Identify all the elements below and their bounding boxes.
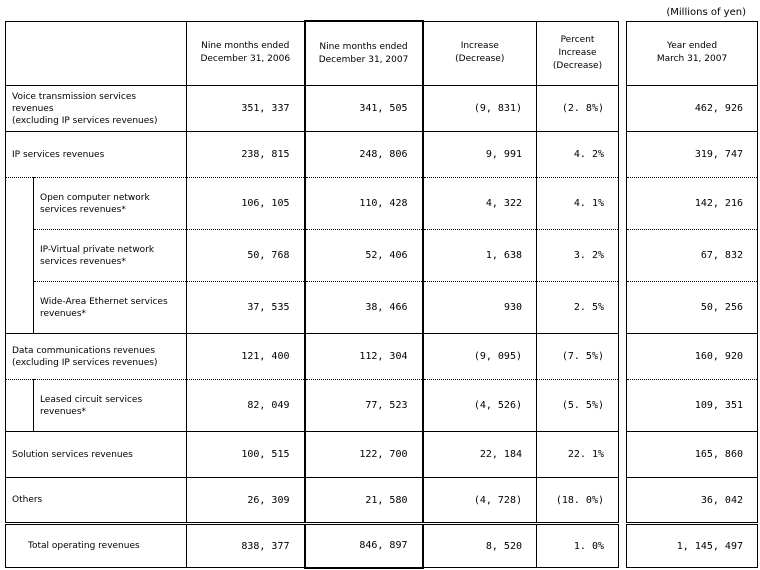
column-gap: [619, 230, 627, 282]
column-gap: [619, 334, 627, 380]
column-gap: [619, 282, 627, 334]
value-cell: 38, 466: [305, 282, 423, 334]
indent-cell: [6, 230, 34, 282]
value-cell: 1, 638: [423, 230, 537, 282]
value-cell: 37, 535: [187, 282, 305, 334]
column-gap: [619, 432, 627, 478]
table-row: [6, 178, 758, 230]
table-row: [6, 282, 758, 334]
header-col-5: Year ended March 31, 2007: [627, 21, 758, 86]
table-row: [6, 432, 758, 478]
value-cell: (4, 728): [423, 478, 537, 524]
value-cell: 77, 523: [305, 380, 423, 432]
table-row: [6, 334, 758, 380]
header-col-1: Nine months ended December 31, 2006: [187, 21, 305, 86]
row-label: IP services revenues: [6, 132, 187, 178]
row-label: Wide-Area Ethernet services revenues*: [34, 282, 187, 334]
table-row: [6, 380, 758, 432]
value-cell: 341, 505: [305, 86, 423, 132]
value-cell: 121, 400: [187, 334, 305, 380]
value-cell: 319, 747: [627, 132, 758, 178]
total-value: 838, 377: [187, 524, 305, 568]
value-cell: 50, 256: [627, 282, 758, 334]
value-cell: 9, 991: [423, 132, 537, 178]
value-cell: (18. 0%): [537, 478, 619, 524]
value-cell: 21, 580: [305, 478, 423, 524]
table-row: [6, 132, 758, 178]
value-cell: 4, 322: [423, 178, 537, 230]
value-cell: (9, 831): [423, 86, 537, 132]
value-cell: 3. 2%: [537, 230, 619, 282]
row-label: Others: [6, 478, 187, 524]
total-row: [6, 524, 758, 568]
table-row: [6, 230, 758, 282]
value-cell: 4. 2%: [537, 132, 619, 178]
value-cell: 22, 184: [423, 432, 537, 478]
value-cell: 142, 216: [627, 178, 758, 230]
value-cell: 82, 049: [187, 380, 305, 432]
value-cell: 112, 304: [305, 334, 423, 380]
value-cell: 109, 351: [627, 380, 758, 432]
value-cell: 26, 309: [187, 478, 305, 524]
indent-cell: [6, 380, 34, 432]
total-value: 8, 520: [423, 524, 537, 568]
value-cell: 52, 406: [305, 230, 423, 282]
value-cell: 238, 815: [187, 132, 305, 178]
table-row: [6, 86, 758, 132]
value-cell: 67, 832: [627, 230, 758, 282]
row-label: IP-Virtual private network services revenues*: [34, 230, 187, 282]
header-col-2: Nine months ended December 31, 2007: [305, 21, 423, 86]
unit-note: (Millions of yen): [666, 7, 746, 18]
column-gap: [619, 86, 627, 132]
indent-cell: [6, 282, 34, 334]
total-value: 1, 145, 497: [627, 524, 758, 568]
value-cell: 351, 337: [187, 86, 305, 132]
value-cell: 36, 042: [627, 478, 758, 524]
header-label-cell: [6, 21, 187, 86]
value-cell: 462, 926: [627, 86, 758, 132]
value-cell: 165, 860: [627, 432, 758, 478]
row-label: Voice transmission services revenues (excluding IP services revenues): [6, 86, 187, 132]
table-row: [6, 478, 758, 524]
total-value: 1. 0%: [537, 524, 619, 568]
total-label: Total operating revenues: [6, 524, 187, 568]
header-row: [6, 21, 758, 86]
value-cell: 106, 105: [187, 178, 305, 230]
column-gap: [619, 21, 627, 86]
value-cell: 4. 1%: [537, 178, 619, 230]
column-gap: [619, 132, 627, 178]
value-cell: 248, 806: [305, 132, 423, 178]
value-cell: 160, 920: [627, 334, 758, 380]
row-label: Data communications revenues (excluding IP services revenues): [6, 334, 187, 380]
value-cell: 110, 428: [305, 178, 423, 230]
value-cell: (2. 8%): [537, 86, 619, 132]
row-label: Solution services revenues: [6, 432, 187, 478]
value-cell: (4, 526): [423, 380, 537, 432]
value-cell: 930: [423, 282, 537, 334]
value-cell: 100, 515: [187, 432, 305, 478]
value-cell: 22. 1%: [537, 432, 619, 478]
header-col-3: Increase (Decrease): [423, 21, 537, 86]
value-cell: (9, 095): [423, 334, 537, 380]
revenue-table: [5, 20, 758, 569]
column-gap: [619, 380, 627, 432]
value-cell: (5. 5%): [537, 380, 619, 432]
header-col-4: Percent Increase (Decrease): [537, 21, 619, 86]
column-gap: [619, 178, 627, 230]
value-cell: 50, 768: [187, 230, 305, 282]
row-label: Leased circuit services revenues*: [34, 380, 187, 432]
column-gap: [619, 478, 627, 524]
value-cell: 2. 5%: [537, 282, 619, 334]
value-cell: 122, 700: [305, 432, 423, 478]
indent-cell: [6, 178, 34, 230]
total-value: 846, 897: [305, 524, 423, 568]
column-gap: [619, 524, 627, 568]
value-cell: (7. 5%): [537, 334, 619, 380]
row-label: Open computer network services revenues*: [34, 178, 187, 230]
